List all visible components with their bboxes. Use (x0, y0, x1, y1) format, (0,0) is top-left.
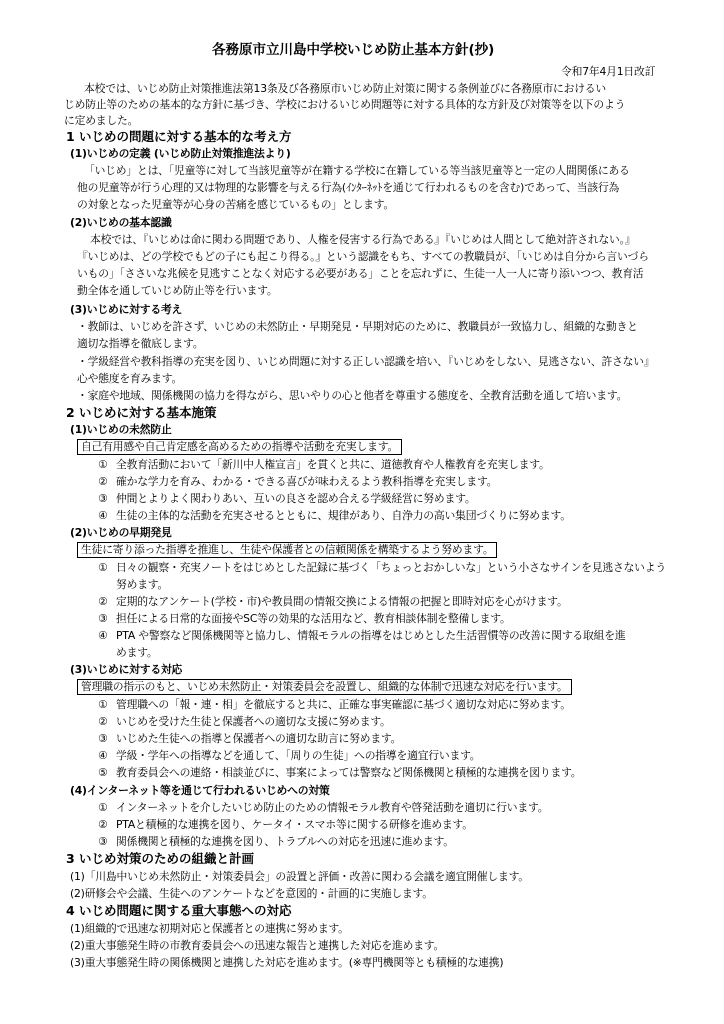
paragraph-line: (3)重大事態発生時の関係機関と連携した対応を進めます。(※専門機関等とも積極的な連携) (70, 956, 504, 969)
list-item: インターネットを介したいじめ防止のための情報モラル教育や啓発活動を適切に行います。 (116, 801, 549, 814)
item-number: ③ (98, 732, 108, 745)
paragraph-line: 『いじめは、どの学校でもどの子にも起こり得る。』という認識をもち、すべての教職員が、「いじめは自分から言いづら (77, 250, 649, 263)
item-number: ① (98, 458, 108, 471)
paragraph-line: (2)重大事態発生時の市教育委員会への迅速な報告と連携した対応を進めます。 (70, 939, 445, 952)
list-item: 仲間とよりよく関わりあい、互いの良さを認め合える学級経営に努めます。 (116, 492, 476, 505)
list-item: 管理職への「報・連・相」を徹底すると共に、正確な事実確認に基づく適切な対応に努めます。 (116, 698, 571, 711)
list-item: 関係機関と積極的な連携を図り、トラブルへの対応を迅速に進めます。 (116, 835, 454, 848)
list-item: いじめを受けた生徒と保護者への適切な支援に努めます。 (116, 715, 391, 728)
item-number: ② (98, 715, 108, 728)
paragraph-line: いもの」「ささいな兆候を見逃すことなく対応する必要がある」ことを忘れずに、生徒一人一人に寄り添いつつ、教育活 (77, 267, 644, 280)
item-number: ⑤ (98, 766, 108, 779)
item-number: ② (98, 595, 108, 608)
paragraph-line: 動全体を通していじめ防止等を行います。 (77, 284, 278, 297)
bullet-line: 適切な指導を徹底します。 (77, 337, 204, 350)
item-number: ③ (98, 612, 108, 625)
item-number: ① (98, 801, 108, 814)
bullet-line: ・教師は、いじめを許さず、いじめの未然防止・早期発見・早期対応のために、教職員が一致協力し、組織的な動きと (77, 320, 638, 333)
list-item: 学級・学年への指導などを通して、「周りの生徒」への指導を適宜行います。 (116, 749, 481, 762)
section-1-2-heading: (2)いじめの基本認識 (70, 216, 172, 229)
list-item: 確かな学力を育み、わかる・できる喜びが味わえるよう教科指導を充実します。 (116, 475, 498, 488)
list-item-continued: めます。 (116, 646, 158, 659)
list-item: 教育委員会への連絡・相談並びに、事案によっては警察など関係機関と積極的な連携を図ります。 (116, 766, 582, 779)
paragraph-line: の対象となった児童等が心身の苦痛を感じているもの」とします。 (77, 198, 395, 211)
policy-box: 生徒に寄り添った指導を推進し、生徒や保護者との信頼関係を構築するよう努めます。 (77, 542, 497, 558)
item-number: ① (98, 698, 108, 711)
list-item: PTA や警察など関係機関等と協力し、情報モラルの指導をはじめとした生活習慣等の改善に関する取組を進 (116, 629, 626, 642)
list-item: 全教育活動において「新川中人権宣言」を貫くと共に、道徳教育や人権教育を充実します。 (116, 458, 550, 471)
bullet-line: 心や態度を育みます。 (77, 372, 183, 385)
bullet-line: ・学級経営や教科指導の充実を図り、いじめ問題に対する正しい認識を培い、『いじめをしない、見逃さない、許さない』 (77, 355, 655, 368)
policy-box: 管理職の指示のもと、いじめ未然防止・対策委員会を設置し、組織的な体制で迅速な対応を行います。 (77, 679, 572, 695)
policy-box: 自己有用感や自己肯定感を高めるための指導や活動を充実します。 (77, 439, 402, 455)
section-2-1-heading: (1)いじめの未然防止 (70, 423, 172, 436)
paragraph-line: (1)「川島中いじめ未然防止・対策委員会」の設置と評価・改善に関わる会議を適宜開催します。 (70, 870, 529, 883)
section-1-heading: 1 いじめの問題に対する基本的な考え方 (66, 129, 292, 144)
section-1-1-heading: (1)いじめの定義 (いじめ防止対策推進法より) (70, 147, 291, 160)
item-number: ④ (98, 509, 108, 522)
section-4-heading: 4 いじめ問題に関する重大事態への対応 (66, 903, 292, 918)
paragraph-line: 他の児童等が行う心理的又は物理的な影響を与える行為(ｲﾝﾀｰﾈｯﾄを通じて行われるものを含む)であって、当該行為 (77, 181, 620, 194)
item-number: ② (98, 818, 108, 831)
section-3-heading: 3 いじめ対策のための組織と計画 (66, 851, 255, 866)
item-number: ③ (98, 835, 108, 848)
paragraph-line: (2)研修会や会議、生徒へのアンケートなどを意図的・計画的に実施します。 (70, 887, 433, 900)
list-item: いじめた生徒への指導と保護者への適切な助言に努めます。 (116, 732, 402, 745)
bullet-line: ・家庭や地域、関係機関の協力を得ながら、思いやりの心と他者を尊重する態度を、全教育活動を通して培います。 (77, 389, 628, 402)
section-2-2-heading: (2)いじめの早期発見 (70, 526, 172, 539)
list-item-continued: 努めます。 (116, 578, 169, 591)
item-number: ④ (98, 749, 108, 762)
intro-line: に定めました。 (64, 114, 139, 127)
paragraph-line: (1)組織的で迅速な初期対応と保護者との連携に努めます。 (70, 922, 349, 935)
revision-date: 令和7年4月1日改訂 (561, 65, 656, 78)
section-2-heading: 2 いじめに対する基本施策 (66, 405, 217, 420)
section-1-3-heading: (3)いじめに対する考え (70, 303, 183, 316)
intro-line: じめ防止等のための基本的な方針に基づき、学校におけるいじめ問題等に対する具体的な方針及び対策等を以下のよう (64, 98, 626, 111)
item-number: ③ (98, 492, 108, 505)
section-2-4-heading: (4)インターネット等を通じて行われるいじめへの対策 (70, 784, 330, 797)
list-item: 担任による日常的な面接やSC等の効果的な活用など、教育相談体制を整備します。 (116, 612, 511, 625)
paragraph-line: 本校では、『いじめは命に関わる問題であり、人権を侵害する行為である』『いじめは人間として絶対許されない。』 (90, 233, 636, 246)
paragraph-line: 「いじめ」とは、「児童等に対して当該児童等が在籍する学校に在籍している等当該児童等と一定の人間関係にある (84, 164, 630, 177)
item-number: ① (98, 561, 108, 574)
page-title: 各務原市立川島中学校いじめ防止基本方針(抄) (212, 42, 495, 58)
list-item: PTAと積極的な連携を図り、ケータイ・スマホ等に関する研修を進めます。 (116, 818, 473, 831)
item-number: ④ (98, 629, 108, 642)
list-item: 日々の観察・充実ノートをはじめとした記録に基づく「ちょっとおかしいな」という小さなサインを見逃さないよう (116, 561, 666, 574)
intro-line: 本校では、いじめ防止対策推進法第13条及び各務原市いじめ防止対策に関する条例並びに各務原市におけるい (84, 82, 606, 95)
section-2-3-heading: (3)いじめに対する対応 (70, 663, 183, 676)
list-item: 定期的なアンケート(学校・市)や教員間の情報交換による情報の把握と即時対応を心がけます。 (116, 595, 568, 608)
item-number: ② (98, 475, 108, 488)
list-item: 生徒の主体的な活動を充実させるとともに、規律があり、自浄力の高い集団づくりに努めます。 (116, 509, 571, 522)
